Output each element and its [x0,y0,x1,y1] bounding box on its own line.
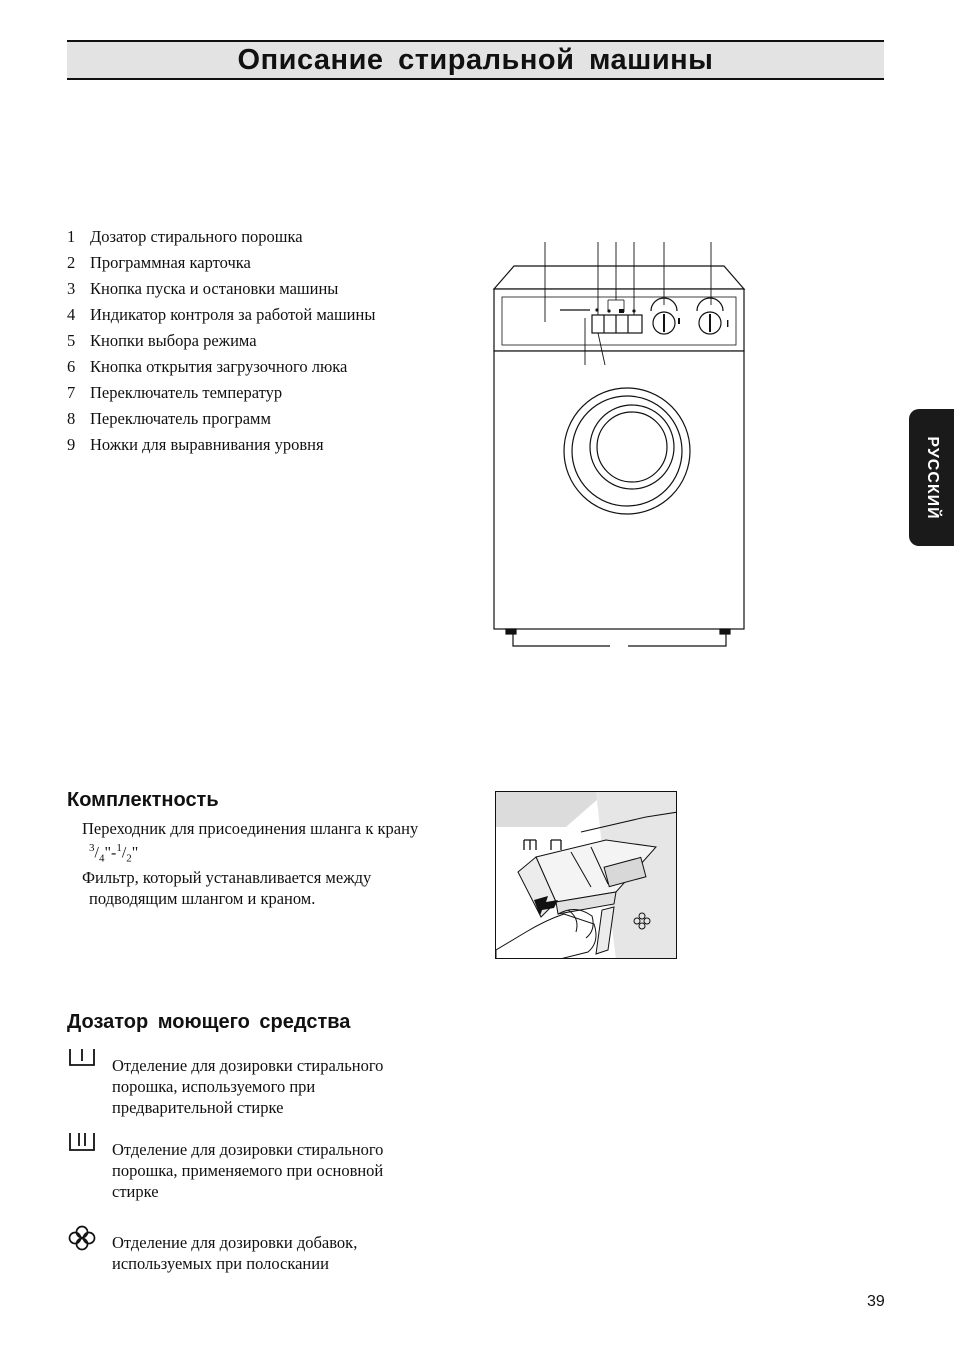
fraction-denominator: 2 [126,852,132,865]
legend-label: Переключатель программ [90,409,271,428]
kit-item-adapter: Переходник для присоединения шланга к крану [82,819,419,838]
dispenser-desc-line: используемых при полоскании [112,1254,329,1273]
kit-item-filter: Фильтр, который устанавливается между [82,868,372,887]
legend-item [67,224,375,250]
legend-item [67,406,375,432]
language-tab [909,409,954,546]
kit-fraction: $^3/_4"-^1/_2$" [89,842,139,865]
legend-number: 8 [67,409,76,428]
legend-number: 7 [67,383,76,402]
dispenser-desc-line: предварительной стирке [112,1098,284,1117]
dispenser-desc-line: Отделение для дозировки стирального [112,1140,384,1159]
legend-label: Программная карточка [90,253,251,272]
legend-number: 2 [67,253,76,272]
legend-item [67,380,375,406]
prewash-compartment-icon [68,1047,96,1067]
title-bar [67,40,884,80]
language-tab-label: РУССКИЙ [923,435,941,520]
washing-machine-diagram [480,236,760,656]
dispenser-desc-line: Отделение для дозировки добавок, [112,1233,358,1252]
fraction-numerator: 1 [116,842,122,854]
legend-item [67,302,375,328]
legend-item [67,354,375,380]
dispenser-desc-line: стирке [112,1182,159,1201]
legend-number: 5 [67,331,76,350]
dispenser-desc-line: Отделение для дозировки стирального [112,1056,384,1075]
legend-number: 1 [67,227,76,246]
legend-label: Кнопка пуска и остановки машины [90,279,339,298]
softener-flower-icon [68,1225,96,1251]
legend-number: 6 [67,357,76,376]
dispenser-illustration [495,791,677,959]
dispenser-drawing [496,792,677,959]
parts-legend [67,224,375,458]
legend-label: Переключатель температур [90,383,283,402]
dispenser-desc-line: порошка, используемого при [112,1077,316,1096]
dispenser-heading: Дозатор моющего средства [67,1011,351,1033]
legend-label: Дозатор стирального порошка [90,227,303,246]
kit-item-filter-cont: подводящим шлангом и краном. [89,889,316,908]
fraction-denominator: 4 [98,852,105,865]
legend-label: Индикатор контроля за работой машины [90,305,376,324]
legend-number: 4 [67,305,76,324]
legend-number: 9 [67,435,76,454]
fraction-numerator: 3 [89,842,95,854]
legend-item [67,328,375,354]
page-number: 39 [867,1293,885,1310]
legend-label: Ножки для выравнивания уровня [90,435,324,454]
legend-number: 3 [67,279,76,298]
dispenser-desc-line: порошка, применяемого при основной [112,1161,384,1180]
legend-item [67,276,375,302]
legend-label: Кнопки выбора режима [90,331,257,350]
legend-item [67,250,375,276]
legend-label: Кнопка открытия загрузочного люка [90,357,348,376]
kit-heading: Комплектность [67,789,219,811]
page-title: Описание стиральной машины [237,43,714,76]
legend-item [67,432,375,458]
main-wash-compartment-icon [68,1131,96,1153]
